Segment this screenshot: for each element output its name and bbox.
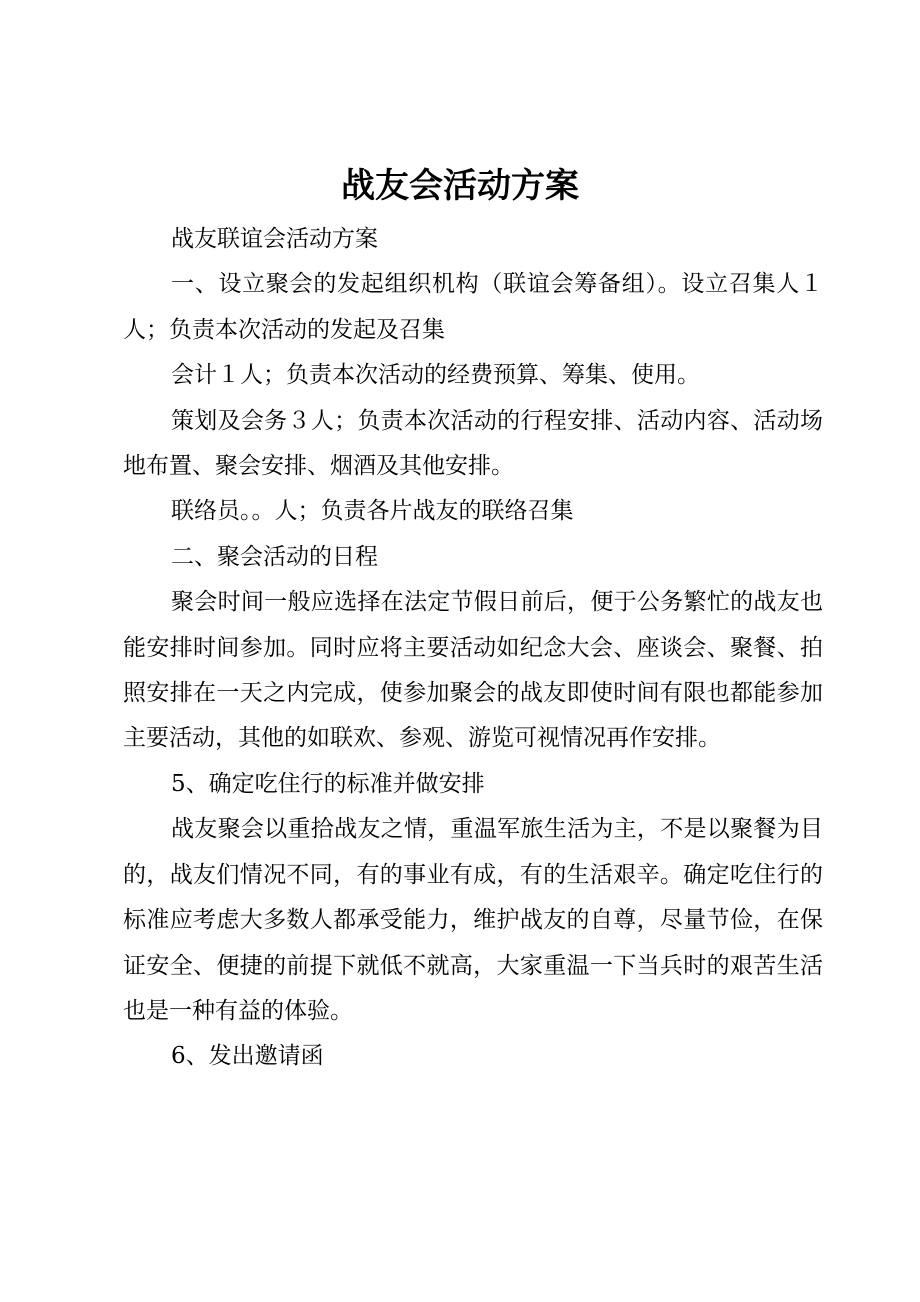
document-title: 战友会活动方案: [341, 166, 579, 206]
paragraph-5: 联络员。。人；负责各片战友的联络召集: [171, 498, 574, 525]
paragraph-1: 战友联谊会活动方案: [171, 226, 378, 252]
paragraph-10: 6、发出邀请函: [171, 1043, 324, 1070]
paragraph-3: 会计１人；负责本次活动的经费预算、筹集、使用。: [171, 362, 700, 389]
paragraph-4: 策划及会务３人；负责本次活动的行程安排、活动内容、活动场地布置、聚会安排、烟酒及其他安排。: [123, 407, 823, 480]
paragraph-7: 聚会时间一般应选择在法定节假日前后，便于公务繁忙的战友也能安排时间参加。同时应将主要活动如纪念大会、座谈会、聚餐、拍照安排在一天之内完成，使参加聚会的战友即使时间有限也都能参加主要活动，其他的如联欢、参观、游览可视情况再作安排。: [123, 589, 823, 752]
document-body: [123, 217, 823, 1080]
paragraph-9: 战友聚会以重拾战友之情，重温军旅生活为主，不是以聚餐为目的，战友们情况不同，有的事业有成，有的生活艰辛。确定吃住行的标准应考虑大多数人都承受能力，维护战友的自尊，尽量节俭，在保证安全、便捷的前提下就低不就高，大家重温一下当兵时的艰苦生活也是一种有益的体验。: [123, 816, 823, 1024]
paragraph-2: 一、设立聚会的发起组织机构（联谊会筹备组）。设立召集人１人；负责本次活动的发起及召集: [123, 271, 823, 343]
paragraph-8: 5、确定吃住行的标准并做安排: [171, 770, 485, 797]
paragraph-6: 二、聚会活动的日程: [171, 543, 378, 570]
